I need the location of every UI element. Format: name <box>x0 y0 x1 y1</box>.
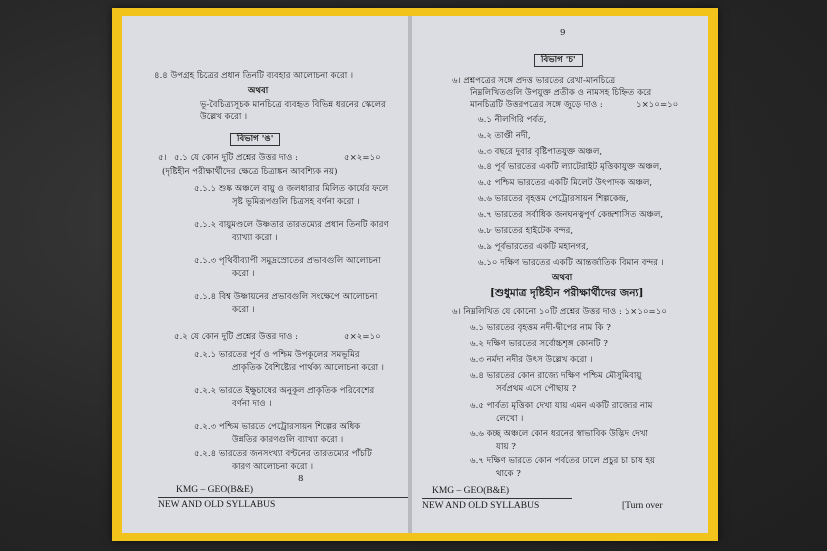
question-5-1-4-cont: করো । <box>232 305 255 315</box>
question-5-1-2-cont: ব্যাখ্যা করো । <box>232 233 278 243</box>
question-5-1-3-cont: করো । <box>232 269 255 279</box>
question-6-4-cont: সর্বপ্রথম এসে পৌছায় ? <box>496 384 577 394</box>
map-item: ৬.১০ দক্ষিণ ভারতের একটি আন্তর্জাতিক বিমান বন্দর । <box>478 258 664 268</box>
question-6-6: ৬.৬ কচ্ছ অঞ্চলে কোন ধরনের স্বাভাবিক উদ্ভিদ দেখা <box>470 429 648 439</box>
marks: ৫×২=১০ <box>344 332 381 342</box>
question-6-alt: ৬। নিম্নলিখিত যে কোনো ১০টি প্রশ্নের উত্তর দাও : ১×১০=১০ <box>452 307 667 317</box>
question-5-2-2: ৫.২.২ ভারতে ইক্ষুচাষের অনুকূল প্রাকৃতিক পরিবেশের <box>194 386 375 396</box>
page-number: 8 <box>298 474 304 484</box>
question-6-7: ৬.৭ দক্ষিণ ভারতে কোন পর্বতের ঢালে প্রচুর চা চাষ হয় <box>470 456 656 466</box>
or-label: অথবা <box>248 86 269 96</box>
question-5-2-3-cont: উন্নতির কারণগুলি ব্যাখ্যা করো । <box>232 435 344 445</box>
marks: ৫×২=১০ <box>344 153 381 163</box>
question-5-2-4-cont: কারণ আলোচনা করো । <box>232 462 314 472</box>
alt-question-line: ভূ-বৈচিত্র্যসূচক মানচিত্রে ব্যবহৃত বিভিন্ন ধরনের স্কেলের <box>200 100 386 110</box>
section-title: বিভাগ 'ঙ' <box>230 133 280 146</box>
left-page <box>122 16 408 533</box>
note: (দৃষ্টিহীন পরীক্ষার্থীদের ক্ষেত্রে চিত্রাঙ্কন আবশ্যিক নয়) <box>162 167 338 177</box>
question-5-1-4: ৫.১.৪ বিশ্ব উষ্ণায়নের প্রভাবগুলি সংক্ষেপে আলোচনা <box>194 292 378 302</box>
footer-rule <box>158 497 408 498</box>
question-6-4: ৬.৪ ভারতের কোন রাজ্যে দক্ষিণ পশ্চিম মৌসুমিবায়ু <box>470 371 642 381</box>
map-item: ৬.৯ পূর্বভারতের একটি মহানগর, <box>478 242 589 252</box>
footer-code: KMG – GEO(B&E) <box>432 486 510 496</box>
question-6-6-cont: যায় ? <box>496 442 516 452</box>
map-item: ৬.৮ ভারতের হাইটেক বন্দর, <box>478 226 574 236</box>
question-6-5-cont: লেখো । <box>496 414 524 424</box>
footer-syllabus: NEW AND OLD SYLLABUS <box>422 501 540 511</box>
question-6-1: ৬.১ ভারতের বৃহত্তম নদী-দ্বীপের নাম কি ? <box>470 323 611 333</box>
question-5-2: ৫.২ যে কোন দুটি প্রশ্নের উত্তর দাও : <box>174 332 299 342</box>
footer-syllabus: NEW AND OLD SYLLABUS <box>158 500 276 510</box>
map-item: ৬.৪ পূর্ব ভারতের একটি ল্যাটেরাইট মৃত্তিকাযুক্ত অঞ্চল, <box>478 162 663 172</box>
map-item: ৬.৬ ভারতের বৃহত্তম পেট্রোরসায়ন শিল্পকেন্দ্র, <box>478 194 629 204</box>
question-number: ৫। <box>158 153 167 163</box>
right-page <box>412 16 708 533</box>
question-5-2-1: ৫.২.১ ভারতের পূর্ব ও পশ্চিম উপকূলের সমভূমির <box>194 350 360 360</box>
map-item: ৬.১ নীলগিরি পর্বত, <box>478 115 547 125</box>
section-title: বিভাগ 'চ' <box>534 54 583 67</box>
footer-rule <box>422 498 572 499</box>
map-item: ৬.৭ ভারতের সর্বাধিক জনঘনত্বপূর্ণ কেন্দ্রশাসিত অঞ্চল, <box>478 210 664 220</box>
question-6-2: ৬.২ দক্ষিণ ভারতের সর্বোচ্চশৃঙ্গ কোনটি ? <box>470 339 608 349</box>
question-5-1-1: ৫.১.১ শুষ্ক অঞ্চলে বায়ু ও জলধারার মিলিত কার্যের ফলে <box>194 184 389 194</box>
map-item: ৬.৩ বছরে দুবার বৃষ্টিপাতযুক্ত অঞ্চল, <box>478 147 603 157</box>
map-item: ৬.৫ পশ্চিম ভারতের একটি মিলেট উৎপাদক অঞ্চল, <box>478 178 653 188</box>
question-5-1-1-cont: সৃষ্ট ভূমিরূপগুলি চিত্রসহ বর্ণনা করো । <box>232 197 360 207</box>
question-5-2-3: ৫.২.৩ পশ্চিম ভারতে পেট্রোরসায়ন শিল্পের অধিক <box>194 422 361 432</box>
turn-over-label: [Turn over <box>622 501 663 511</box>
blind-candidates-title: [শুধুমাত্র দৃষ্টিহীন পরীক্ষার্থীদের জন্য] <box>490 287 644 299</box>
page-number: 9 <box>560 28 566 38</box>
question-5-1-3: ৫.১.৩ পৃথিবীব্যাপী সমুদ্রস্রোতের প্রভাবগুলি আলোচনা <box>194 256 381 266</box>
map-item: ৬.২ তাপ্তী নদী, <box>478 131 531 141</box>
question-5-1-2: ৫.১.২ বায়ুমণ্ডলে উষ্ণতার তারতম্যের প্রধান তিনটি কারণ <box>194 220 389 230</box>
question-6-7-cont: থাকে ? <box>496 469 521 479</box>
question-4-4: ৪.৪ উপগ্রহ চিত্রের প্রধান তিনটি ব্যবহার আলোচনা করো । <box>154 71 354 81</box>
question-6-cont: মানচিত্রটি উত্তরপত্রের সঙ্গে জুড়ে দাও : <box>470 100 603 110</box>
question-6-5: ৬.৫ পার্বত্য মৃত্তিকা দেখা যায় এমন একটি রাজ্যের নাম <box>470 401 653 411</box>
alt-question-line: উল্লেখ করো । <box>200 112 248 122</box>
question-5-1: ৫.১ যে কোন দুটি প্রশ্নের উত্তর দাও : <box>174 153 299 163</box>
marks: ১×১০=১০ <box>636 100 679 110</box>
yellow-frame <box>112 8 718 541</box>
question-6-3: ৬.৩ নর্মদা নদীর উৎস উল্লেখ করো । <box>470 355 593 365</box>
question-5-2-4: ৫.২.৪ ভারতের জনসংখ্যা বণ্টনের তারতম্যের পাঁচটি <box>194 449 372 459</box>
question-6: ৬। প্রশ্নপত্রের সঙ্গে প্রদত্ত ভারতের রেখা-মানচিত্রে <box>452 76 616 86</box>
question-5-2-2-cont: বর্ণনা দাও । <box>232 399 272 409</box>
question-6-cont: নিম্নলিখিতগুলি উপযুক্ত প্রতীক ও নামসহ চিহ্নিত করে <box>470 88 652 98</box>
question-5-2-1-cont: প্রাকৃতিক বৈশিষ্ট্যের পার্থক্য আলোচনা করো । <box>232 363 384 373</box>
footer-code: KMG – GEO(B&E) <box>176 485 254 495</box>
or-label: অথবা <box>552 273 573 283</box>
